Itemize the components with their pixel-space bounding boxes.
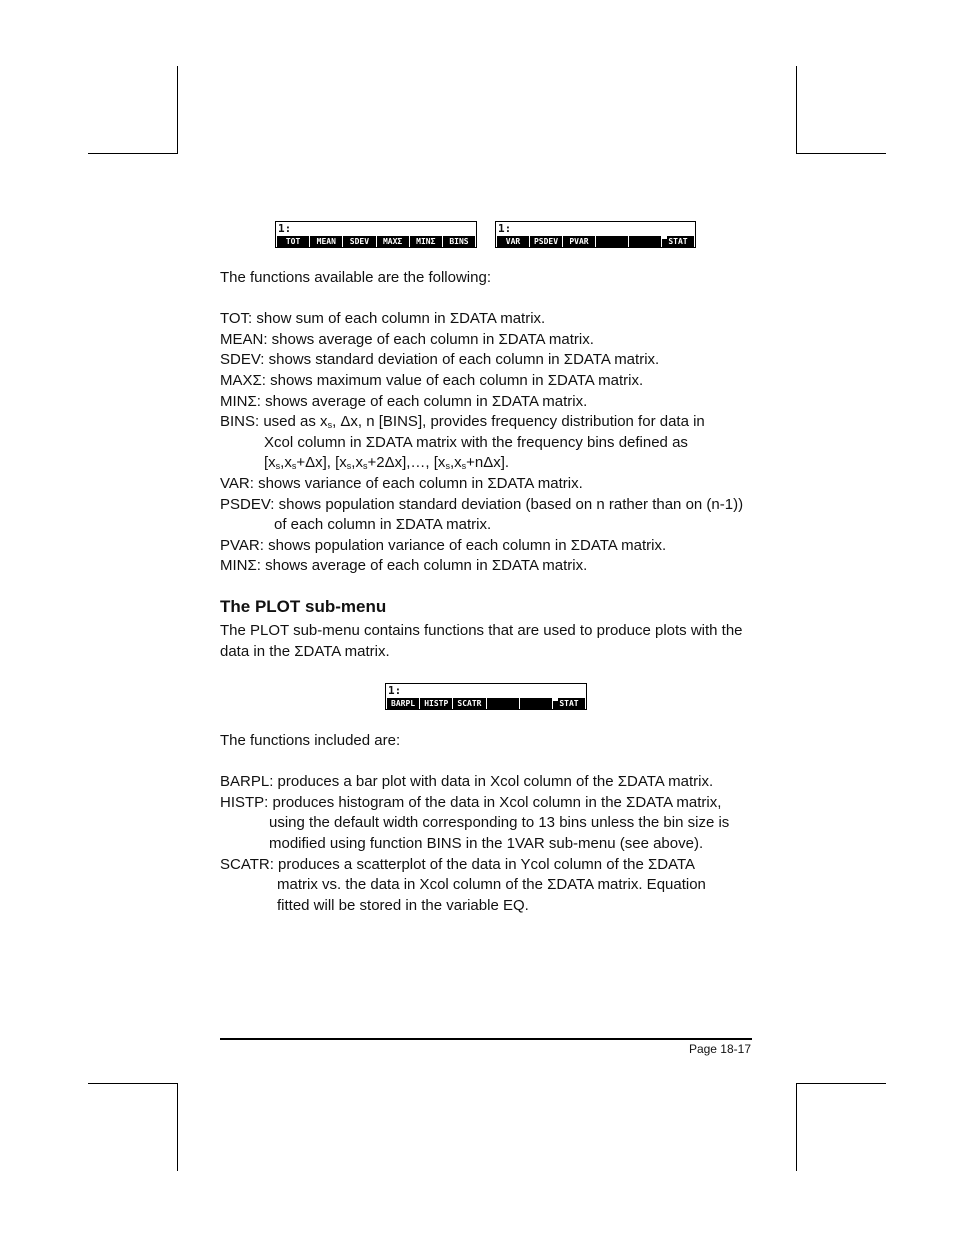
crop-mark	[177, 66, 178, 154]
desc-mean: MEAN: shows average of each column in ΣDATA matrix.	[220, 330, 594, 348]
softkey-stat[interactable]: STAT	[553, 698, 585, 709]
softkey-bins[interactable]: BINS	[443, 236, 475, 247]
crop-mark	[796, 66, 797, 154]
calculator-screen-1var-page1	[275, 221, 477, 248]
plot-functions-description	[220, 731, 760, 916]
desc-scatr-cont: fitted will be stored in the variable EQ.	[277, 896, 529, 914]
plot-intro	[220, 621, 760, 662]
footer-rule	[220, 1038, 752, 1040]
calculator-screen-1var-page2	[495, 221, 696, 248]
soft-menu	[276, 236, 476, 247]
plot-intro-line: data in the ΣDATA matrix.	[220, 642, 390, 660]
desc-bins: BINS: used as $x_s$, Δx, n [BINS], provides frequency distribution for data in	[220, 413, 705, 431]
softkey-min[interactable]: MINΣ	[410, 236, 442, 247]
desc-min: MINΣ: shows average of each column in ΣDATA matrix.	[220, 392, 588, 410]
intro-text: The functions included are:	[220, 732, 401, 749]
softkey-psdev[interactable]: PSDEV	[530, 236, 562, 247]
desc-barpl: BARPL: produces a bar plot with data in Xcol column of the ΣDATA matrix.	[220, 773, 714, 791]
soft-menu	[386, 698, 586, 709]
desc-psdev-cont: of each column in ΣDATA matrix.	[274, 516, 492, 534]
crop-mark	[796, 1083, 797, 1171]
softkey-mean[interactable]: MEAN	[310, 236, 342, 247]
softkey-tot[interactable]: TOT	[277, 236, 309, 247]
softkey-sdev[interactable]: SDEV	[343, 236, 375, 247]
desc-tot: TOT: show sum of each column in ΣDATA matrix.	[220, 310, 546, 328]
section-heading-plot: The PLOT sub-menu	[220, 597, 387, 616]
desc-scatr: SCATR: produces a scatterplot of the data in Ycol column of the ΣDATA	[220, 855, 696, 873]
softkey-blank[interactable]	[629, 236, 661, 247]
desc-histp-cont: using the default width corresponding to 13 bins unless the bin size is	[269, 814, 730, 832]
softkey-histp[interactable]: HISTP	[420, 698, 452, 709]
stack-level: 1:	[498, 222, 512, 235]
intro-text: The functions available are the following:	[220, 269, 491, 286]
crop-mark	[88, 153, 178, 154]
stack-level: 1:	[388, 684, 402, 697]
crop-mark	[796, 1083, 886, 1084]
crop-mark	[796, 153, 886, 154]
desc-max: MAXΣ: shows maximum value of each column in ΣDATA matrix.	[220, 371, 644, 389]
functions-description	[220, 268, 760, 577]
desc-min-repeat: MINΣ: shows average of each column in ΣDATA matrix.	[220, 557, 588, 575]
softkey-stat[interactable]: STAT	[662, 236, 694, 247]
stack-level: 1:	[278, 222, 292, 235]
softkey-max[interactable]: MAXΣ	[377, 236, 409, 247]
desc-var: VAR: shows variance of each column in ΣDATA matrix.	[220, 474, 583, 492]
desc-sdev: SDEV: shows standard deviation of each column in ΣDATA matrix.	[220, 351, 660, 369]
plot-intro-line: The PLOT sub-menu contains functions that are used to produce plots with the	[220, 622, 743, 639]
crop-mark	[177, 1083, 178, 1171]
desc-bins-cont: Xcol column in ΣDATA matrix with the frequency bins defined as	[264, 433, 688, 451]
softkey-scatr[interactable]: SCATR	[453, 698, 485, 709]
desc-pvar: PVAR: shows population variance of each column in ΣDATA matrix.	[220, 536, 667, 554]
crop-mark	[88, 1083, 178, 1084]
desc-scatr-cont: matrix vs. the data in Xcol column of the ΣDATA matrix. Equation	[277, 876, 706, 894]
calculator-screen-plot	[385, 683, 587, 710]
softkey-blank[interactable]	[487, 698, 519, 709]
desc-bins-formula: $[x_s,x_s+\Delta x]$, $[x_s,x_s+2\Delta x],\dots$, $[x_s,x_s+n\Delta x]$.	[264, 454, 510, 472]
softkey-barpl[interactable]: BARPL	[387, 698, 419, 709]
desc-histp-cont: modified using function BINS in the 1VAR sub-menu (see above).	[269, 834, 704, 852]
softkey-blank[interactable]	[520, 698, 552, 709]
desc-psdev: PSDEV: shows population standard deviation (based on n rather than on (n-1))	[220, 495, 744, 513]
softkey-var[interactable]: VAR	[497, 236, 529, 247]
page-number: Page 18-17	[688, 1042, 751, 1056]
softkey-pvar[interactable]: PVAR	[563, 236, 595, 247]
soft-menu	[496, 236, 695, 247]
desc-histp: HISTP: produces histogram of the data in Xcol column in the ΣDATA matrix,	[220, 793, 722, 811]
softkey-blank[interactable]	[596, 236, 628, 247]
